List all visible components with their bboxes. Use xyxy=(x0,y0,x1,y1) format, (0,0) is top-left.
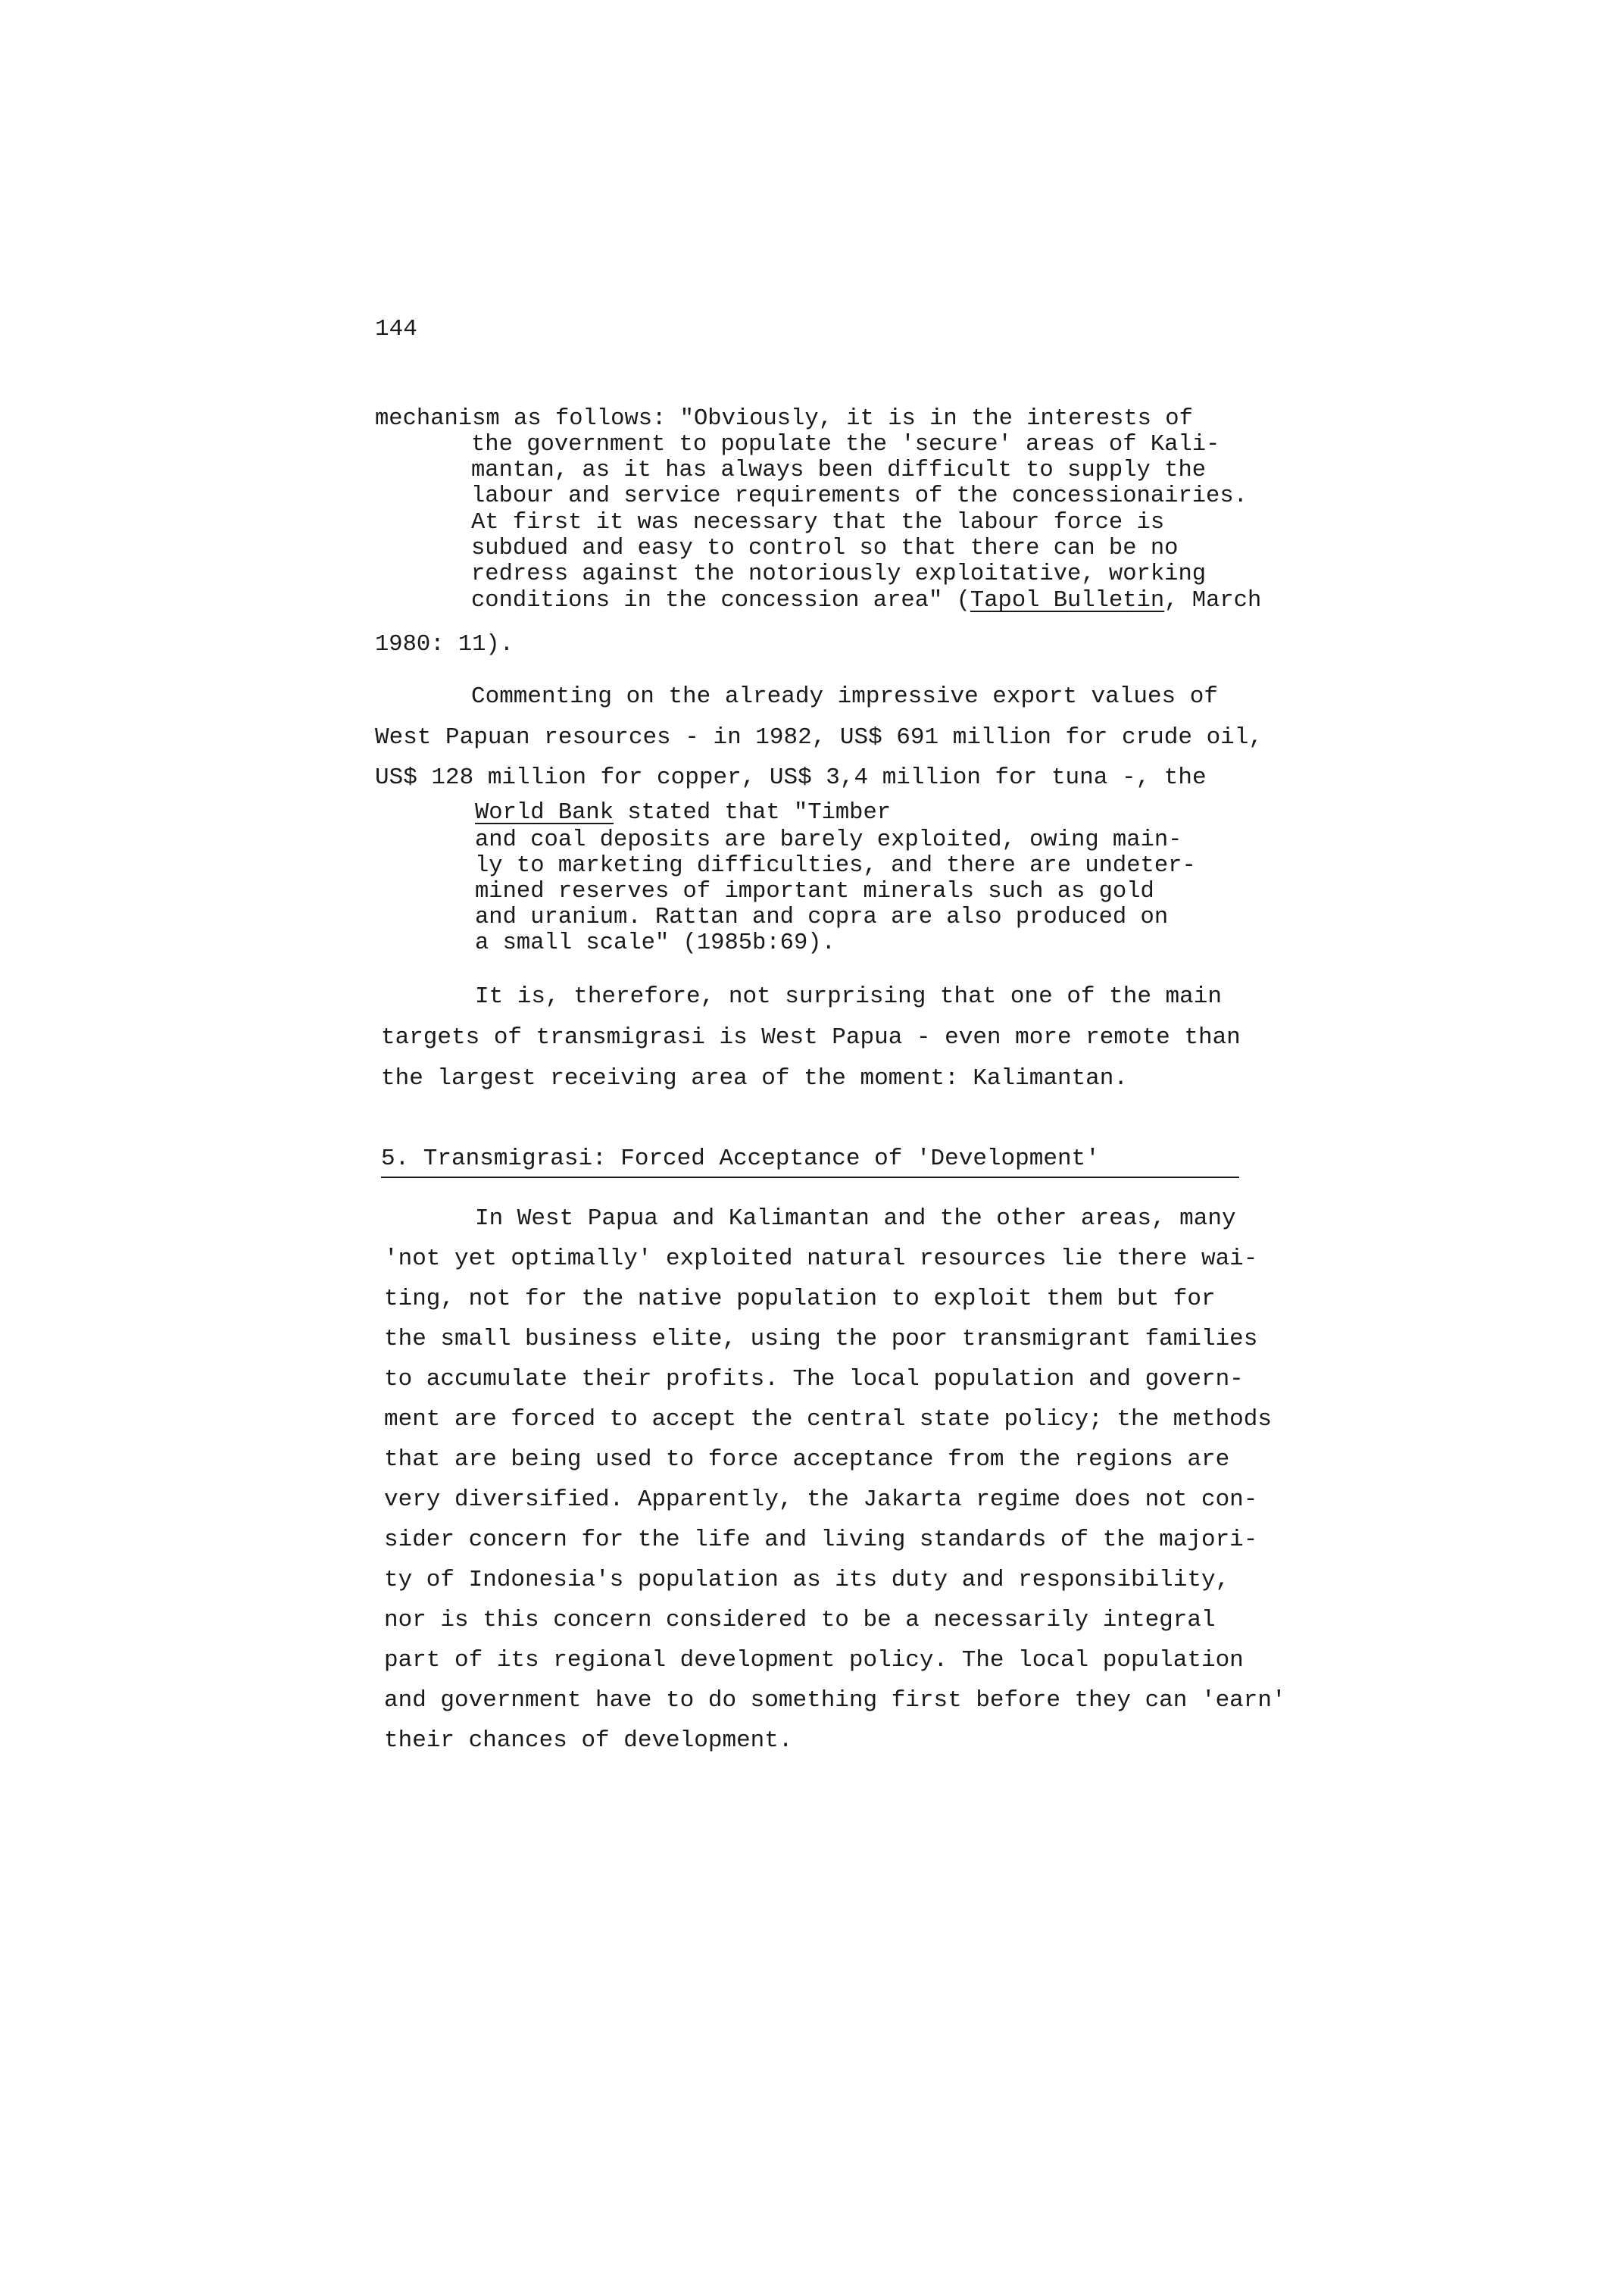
paragraph-line: Commenting on the already impressive export values of xyxy=(471,683,1218,710)
quote-text-segment: , March xyxy=(1164,588,1262,614)
paragraph-line: It is, therefore, not surprising that one of the main xyxy=(475,983,1222,1010)
source-title: Tapol Bulletin xyxy=(970,588,1165,614)
quote-line: At first it was necessary that the labour force is xyxy=(471,510,1165,536)
paragraph-line: very diversified. Apparently, the Jakarta regime does not con- xyxy=(384,1486,1258,1513)
section-heading: 5. Transmigrasi: Forced Acceptance of 'Development' xyxy=(381,1146,1100,1172)
quote-line: a small scale" (1985b:69). xyxy=(475,930,835,956)
paragraph-line: West Papuan resources - in 1982, US$ 691 million for crude oil, xyxy=(375,724,1263,751)
paragraph-line: to accumulate their profits. The local population and govern- xyxy=(384,1366,1244,1392)
paragraph-line: nor is this concern considered to be a necessarily integral xyxy=(384,1607,1216,1633)
paragraph-line: In West Papua and Kalimantan and the other areas, many xyxy=(475,1205,1236,1232)
quote-line: and uranium. Rattan and copra are also produced on xyxy=(475,905,1169,930)
paragraph-line: their chances of development. xyxy=(384,1727,793,1754)
quote-continuation: 1980: 11). xyxy=(375,632,514,658)
quote-line: mantan, as it has always been difficult to supply the xyxy=(471,458,1207,483)
quote-line: ly to marketing difficulties, and there are undeter- xyxy=(475,853,1196,879)
quote-line xyxy=(475,802,891,825)
source-title: World Bank xyxy=(475,800,614,826)
paragraph-line: and government have to do something first before they can 'earn' xyxy=(384,1687,1286,1714)
quote-line: mechanism as follows: "Obviously, it is in the interests of xyxy=(375,406,1193,432)
paragraph-line: sider concern for the life and living standards of the majori- xyxy=(384,1527,1258,1553)
heading-underline xyxy=(381,1177,1239,1178)
quote-line: redress against the notoriously exploitative, working xyxy=(471,561,1207,587)
quote-line: mined reserves of important minerals such as gold xyxy=(475,879,1154,905)
page-number: 144 xyxy=(375,316,417,342)
quote-text-segment: stated that "Timber xyxy=(614,800,892,826)
quote-line: subdued and easy to control so that there can be no xyxy=(471,536,1179,561)
paragraph-line: the small business elite, using the poor transmigrant families xyxy=(384,1326,1258,1352)
quote-line: and coal deposits are barely exploited, owing main- xyxy=(475,827,1182,853)
paragraph-line: ment are forced to accept the central state policy; the methods xyxy=(384,1406,1272,1433)
quote-line: labour and service requirements of the concessionairies. xyxy=(471,483,1248,509)
paragraph-line: the largest receiving area of the moment: Kalimantan. xyxy=(381,1065,1128,1092)
quote-line xyxy=(471,589,1261,613)
paragraph-line: part of its regional development policy. The local population xyxy=(384,1647,1244,1674)
quote-line: the government to populate the 'secure' areas of Kali- xyxy=(471,432,1220,458)
paragraph-line: targets of transmigrasi is West Papua - even more remote than xyxy=(381,1024,1241,1051)
quote-text-segment: conditions in the concession area" ( xyxy=(471,588,970,614)
paragraph-line: US$ 128 million for copper, US$ 3,4 million for tuna -, the xyxy=(375,764,1207,791)
paragraph-line: 'not yet optimally' exploited natural resources lie there wai- xyxy=(384,1246,1258,1272)
paragraph-line: ting, not for the native population to exploit them but for xyxy=(384,1286,1216,1312)
paragraph-line: that are being used to force acceptance from the regions are xyxy=(384,1446,1230,1473)
paragraph-line: ty of Indonesia's population as its duty and responsibility, xyxy=(384,1567,1230,1593)
